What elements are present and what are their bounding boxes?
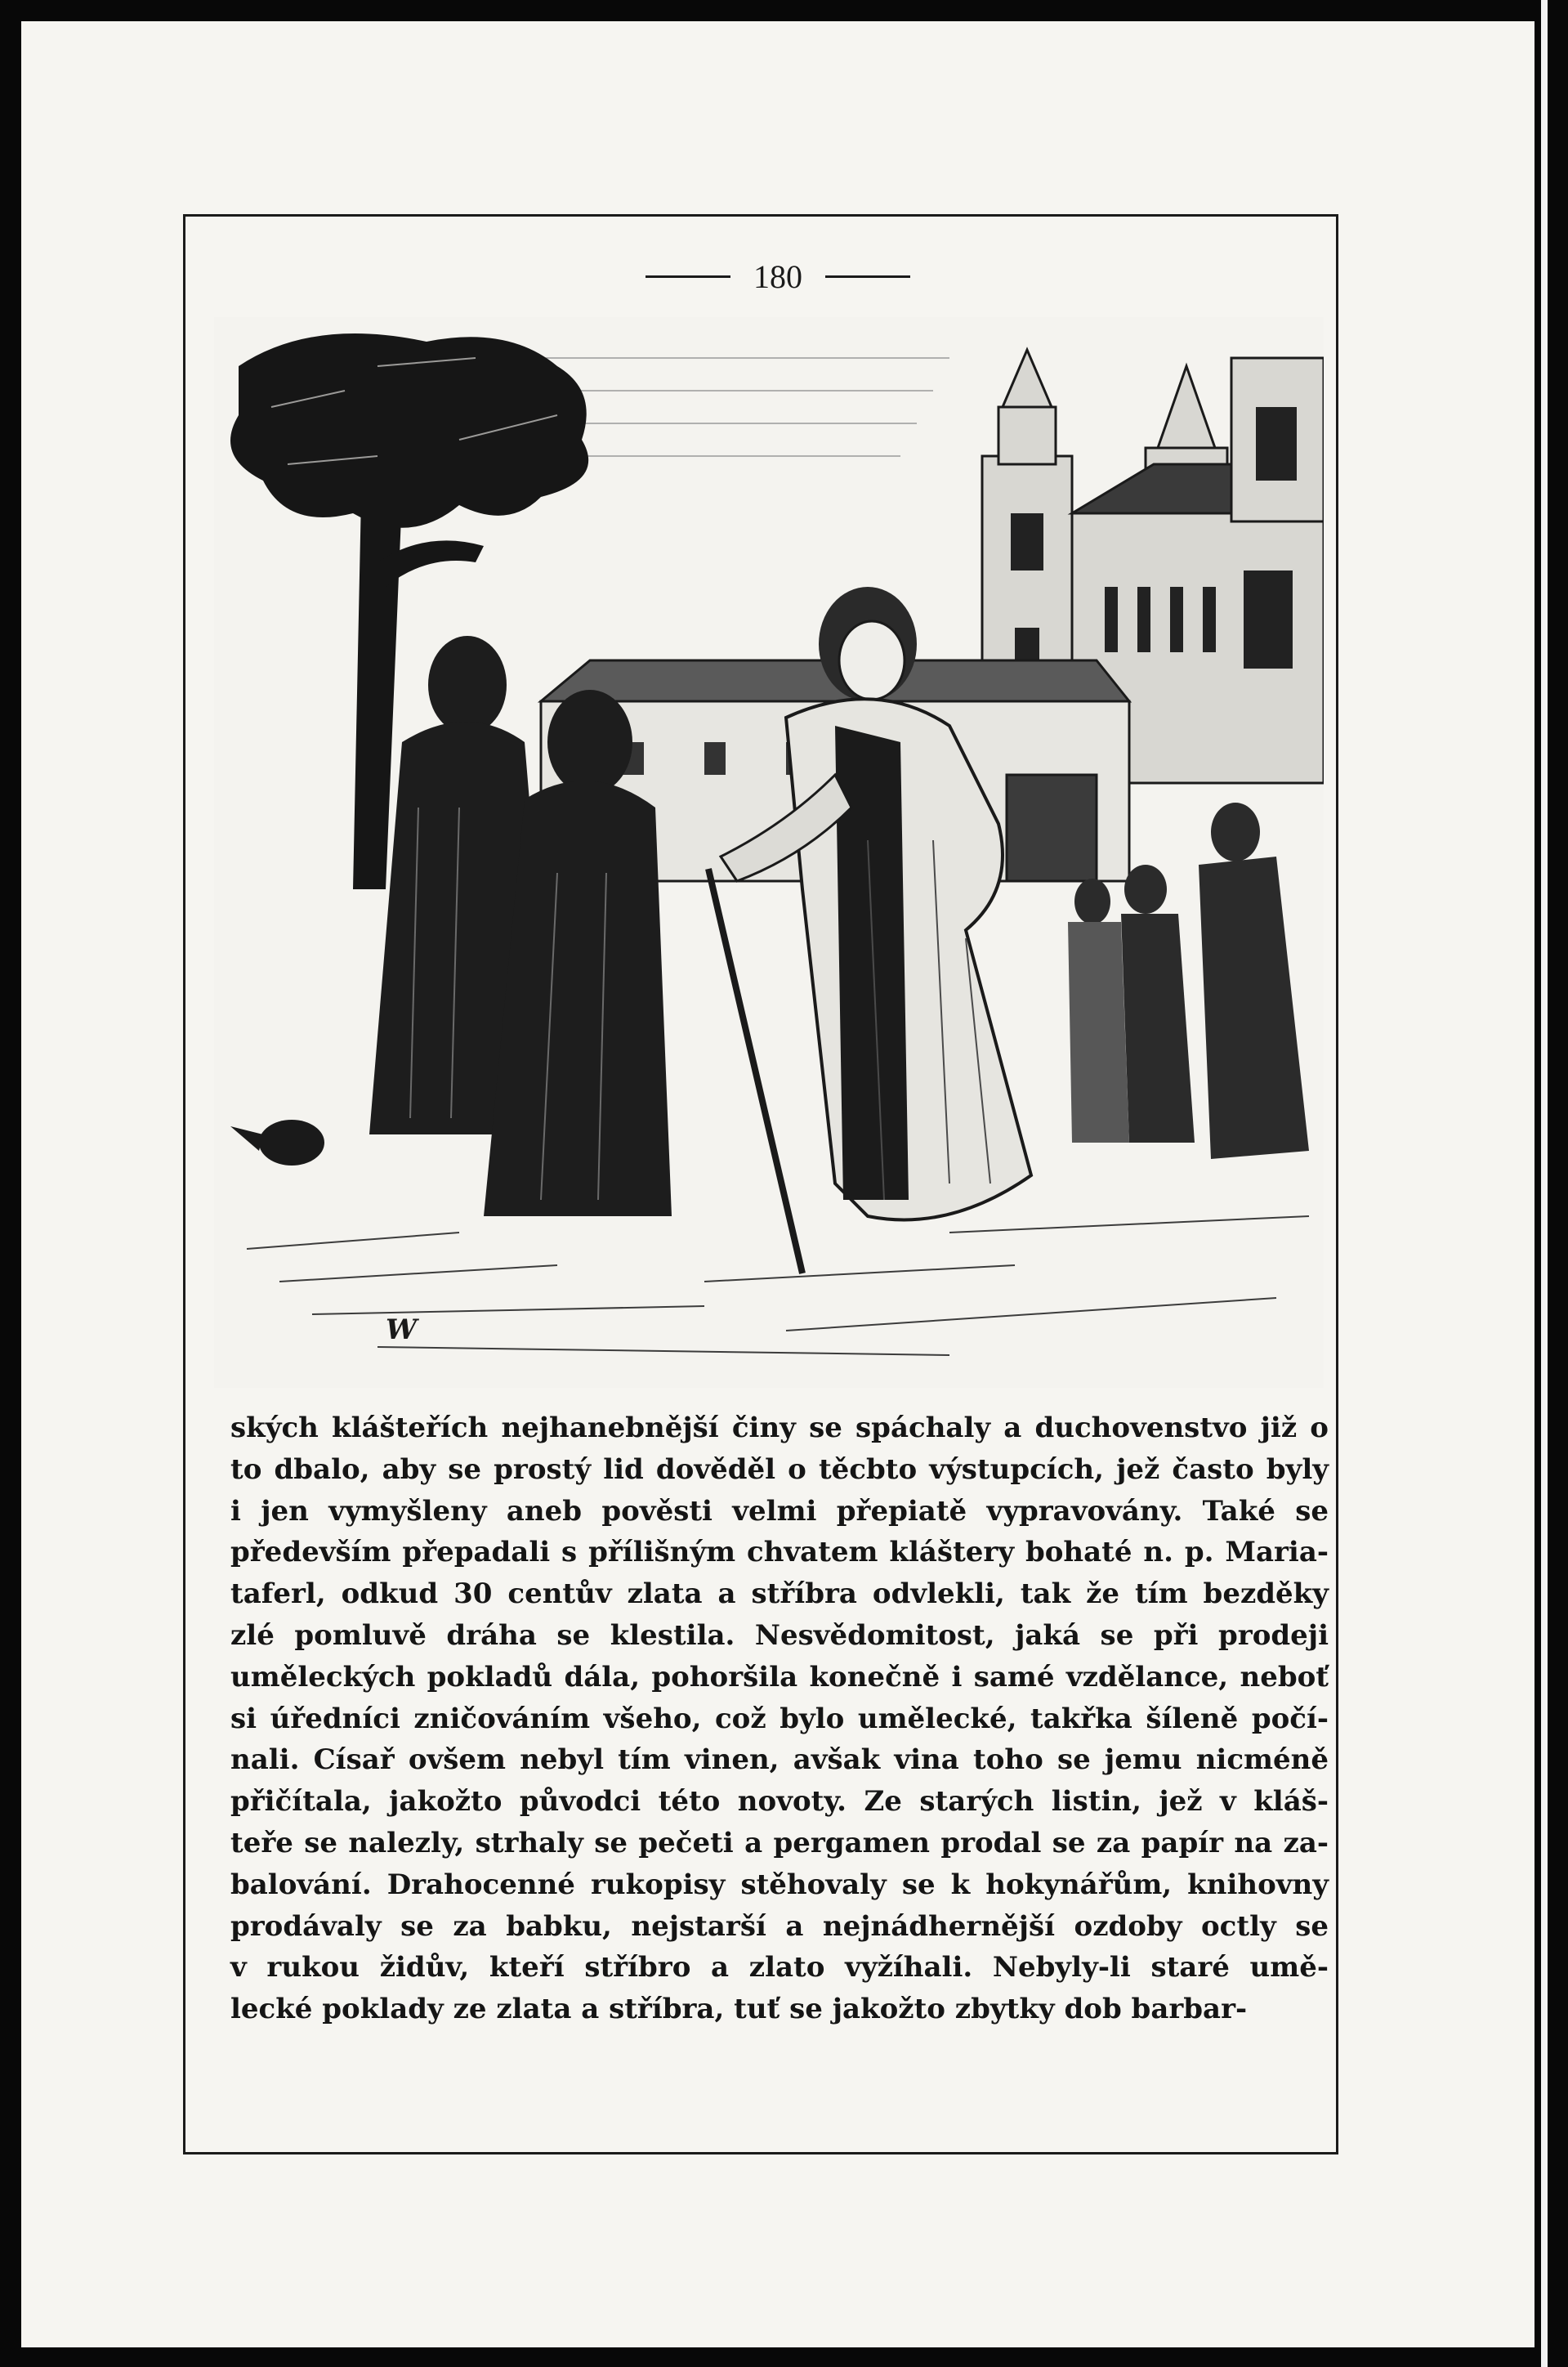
book-page [21,21,1534,2347]
text-line: to dbalo, aby se prostý lid dověděl o těcbto výstupcích, jež často byly [230,1452,1329,1486]
text-line: i jen vymyšleny aneb pověsti velmi přepiatě vypravovány. Také se [230,1494,1329,1528]
body-text [230,1407,1329,2030]
text-line: především přepadali s přílišným chvatem kláštery bohaté n. p. Maria- [230,1536,1329,1569]
text-line: nali. Císař ovšem nebyl tím vinen, avšak vina toho se jemu nicméně [230,1743,1329,1777]
header-rule-left [646,275,730,278]
text-line: prodávaly se za babku, nejstarší a nejnádhernější ozdoby octly se [230,1909,1329,1943]
header-rule-right [825,275,910,278]
text-line: přičítala, jakožto původci této novoty. Ze starých listin, jež v kláš- [230,1785,1329,1819]
text-line: si úředníci zničováním všeho, což bylo umělecké, takřka šíleně počí- [230,1702,1329,1735]
text-line: taferl, odkud 30 centův zlata a stříbra odvlekli, tak že tím bezděky [230,1577,1329,1611]
text-line: balování. Drahocenné rukopisy stěhovaly se k hokynářům, knihovny [230,1868,1329,1901]
illustration-signature: W [386,1313,418,1346]
text-line: uměleckých pokladů dála, pohoršila konečně i samé vzdělance, neboť [230,1660,1329,1694]
text-line: ských klášteřích nejhanebnější činy se spáchaly a duchovenstvo již o [230,1412,1329,1444]
text-line: lecké poklady ze zlata a stříbra, tuť se jakožto zbytky dob barbar- [230,1993,1248,2026]
text-line: teře se nalezly, strhaly se pečeti a pergamen prodal se za papír na za- [230,1826,1329,1859]
page-number: 180 [753,257,802,295]
engraving-illustration [214,317,1324,1388]
scan-edge-line [1541,0,1548,2367]
text-line: zlé pomluvě dráha se klestila. Nesvědomitost, jaká se při prodeji [230,1618,1329,1652]
page-header [21,252,1534,301]
text-line: v rukou židův, kteří stříbro a zlato vyžíhali. Nebyly-li staré umě- [230,1951,1329,1984]
